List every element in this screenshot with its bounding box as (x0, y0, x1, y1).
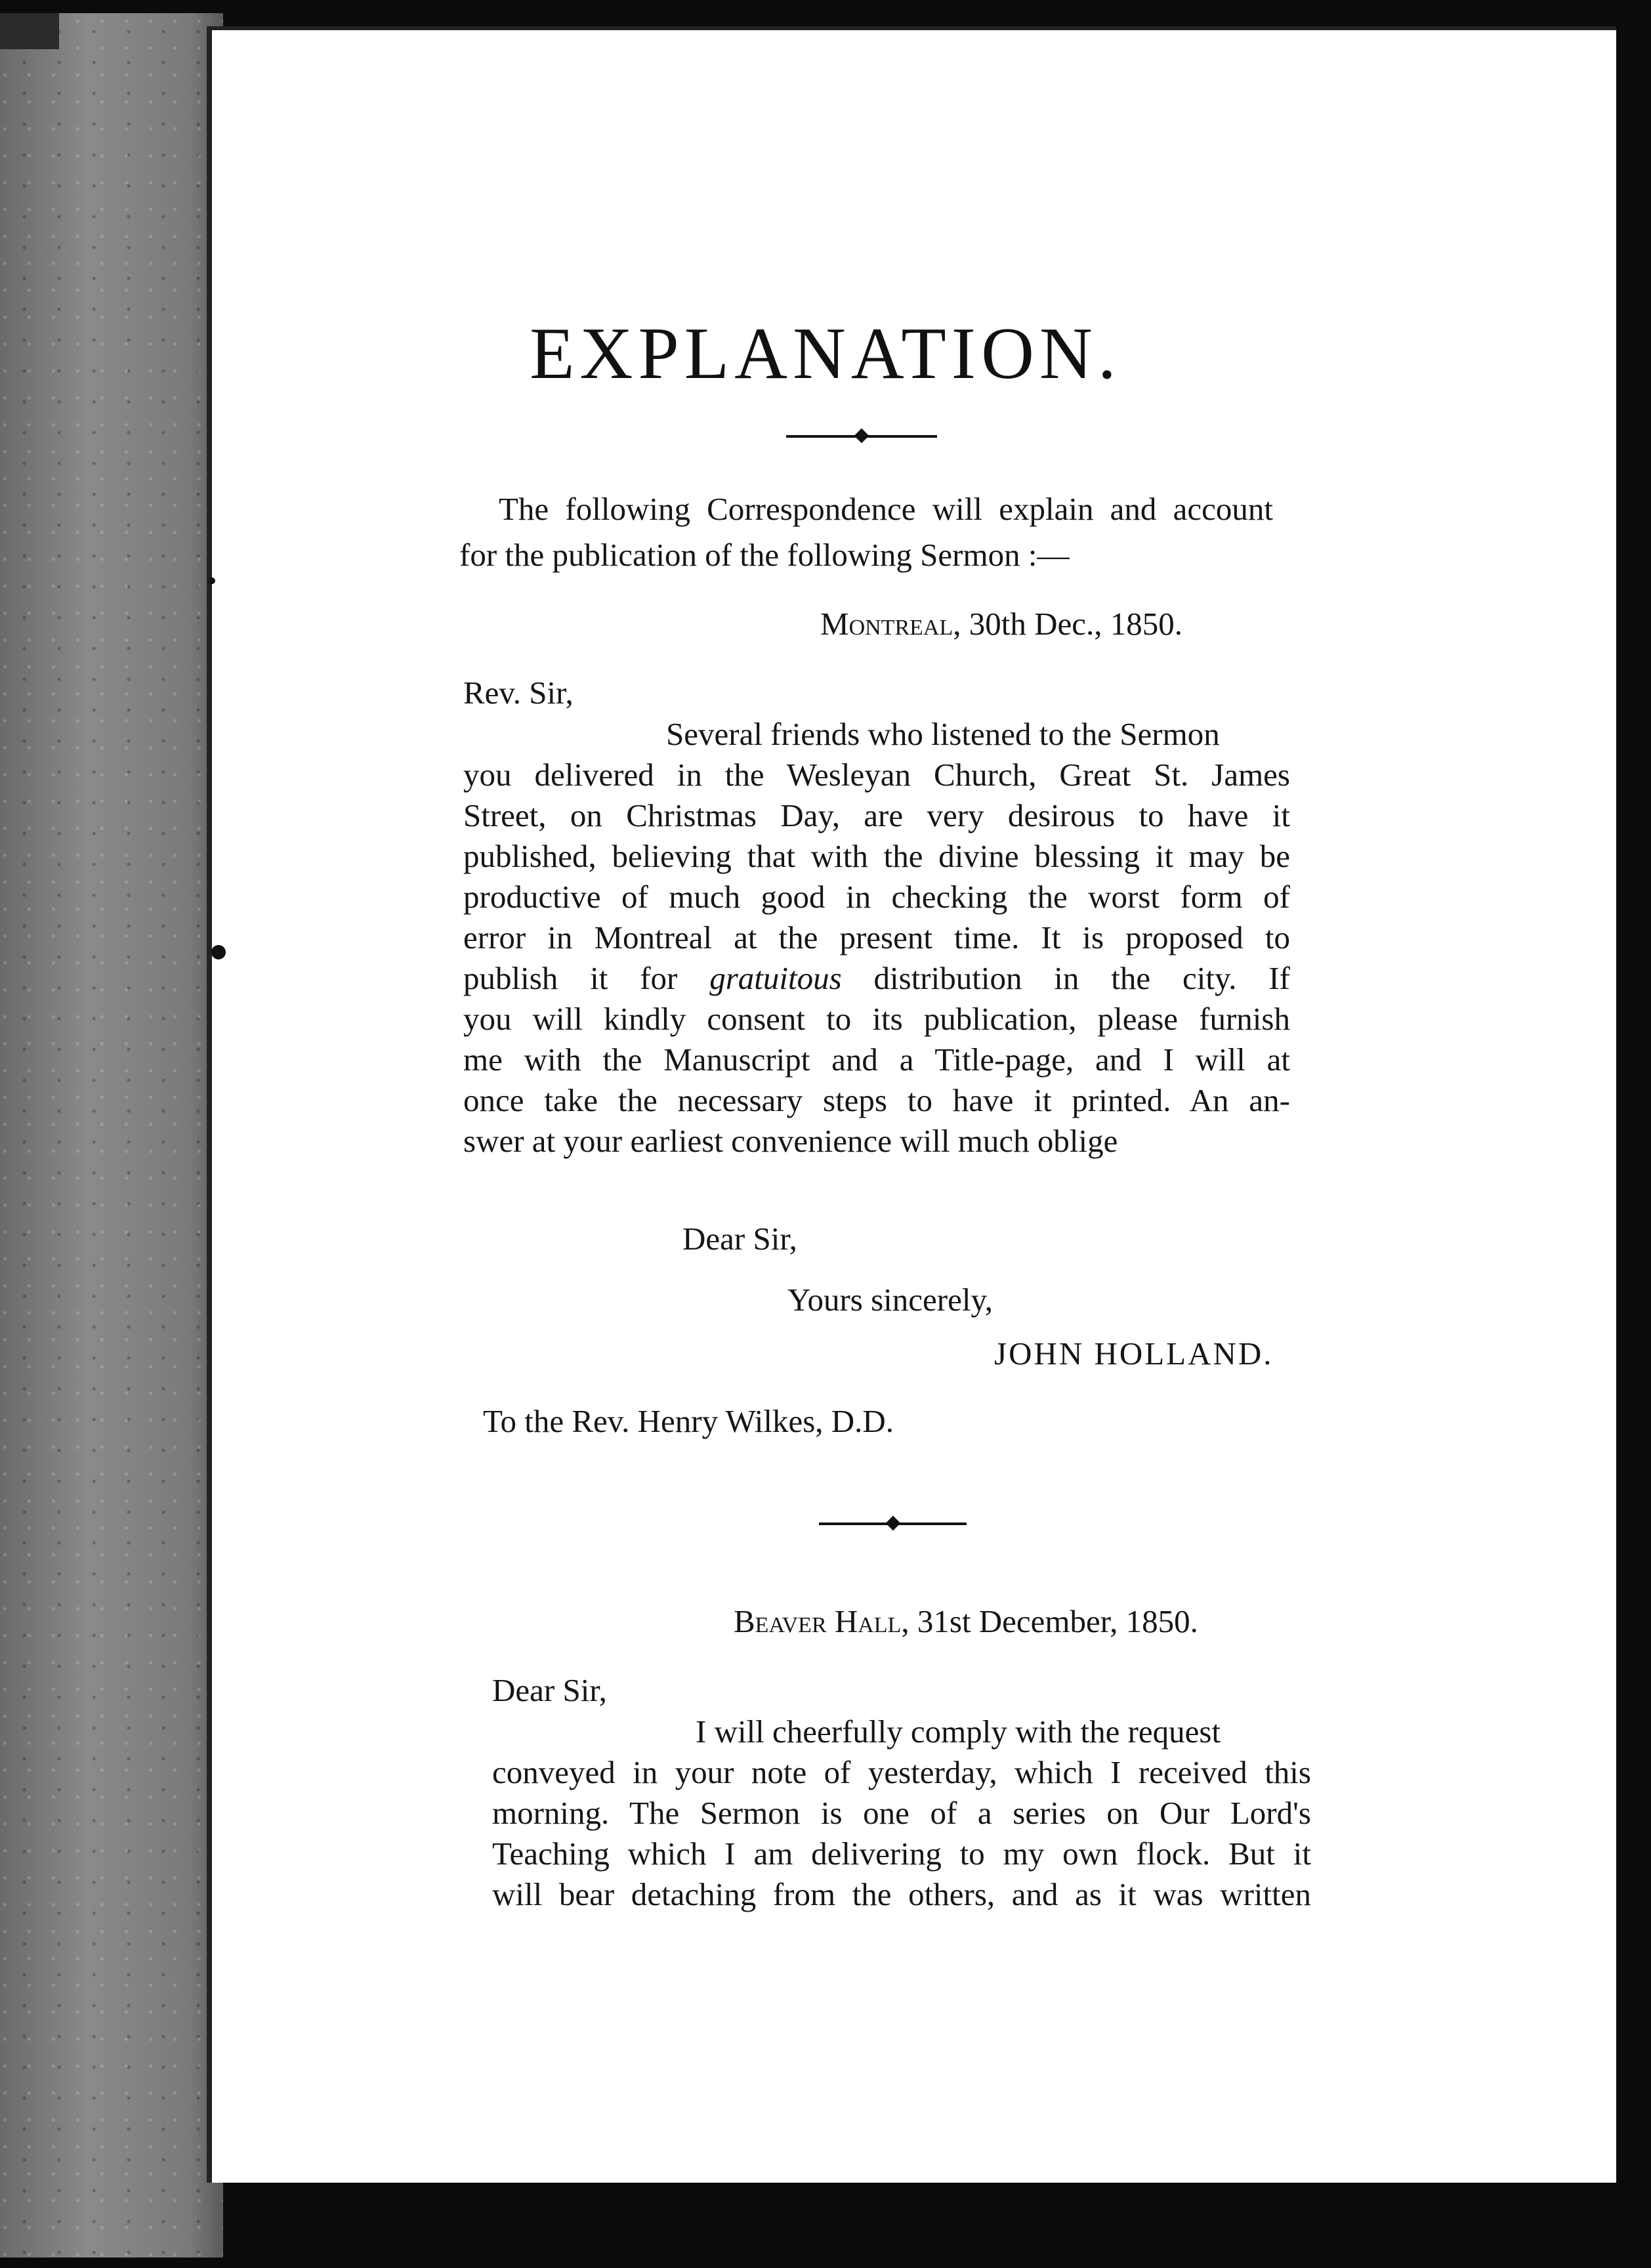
letter1-line: Several friends who listened to the Sermon (666, 716, 1220, 752)
letter2-date: 31st December, 1850. (917, 1603, 1198, 1639)
cover-tab (0, 13, 59, 49)
letter1-salutation: Rev. Sir, (463, 675, 574, 711)
letter1-line: productive of much good in checking the worst form of (463, 879, 1290, 915)
ornament-divider (819, 1522, 967, 1525)
letter2-dateline (734, 1601, 1198, 1641)
letter1-line: you will kindly consent to its publication, please furnish (463, 1001, 1290, 1037)
letter1-line: Street, on Christmas Day, are very desirous to have it (463, 797, 1290, 833)
letter1-line: me with the Manuscript and a Title-page, and I will at (463, 1041, 1290, 1078)
binding-mark (209, 578, 215, 584)
letter1-line: published, believing that with the divine blessing it may be (463, 838, 1290, 874)
letter2-salutation: Dear Sir, (492, 1672, 607, 1708)
intro-line: The following Correspondence will explain and account (499, 491, 1273, 527)
letter2-place: Beaver Hall, (734, 1603, 909, 1639)
letter1-line-mixed (463, 958, 1290, 999)
page-title: EXPLANATION. (530, 313, 1121, 394)
letter1-line: error in Montreal at the present time. It is proposed to (463, 919, 1290, 956)
letter2-line: I will cheerfully comply with the request (696, 1713, 1221, 1750)
letter1-date: 30th Dec., 1850. (969, 606, 1182, 642)
italic-word: gratuitous (709, 960, 842, 996)
letter1-addressee: To the Rev. Henry Wilkes, D.D. (483, 1403, 894, 1439)
letter2-paragraph (492, 1752, 1311, 1915)
intro-line: for the publication of the following Sermon :— (459, 537, 1070, 573)
intro-paragraph (499, 489, 1273, 530)
letter1-line: swer at your earliest convenience will much oblige (463, 1123, 1118, 1159)
letter1-paragraph (463, 755, 1290, 1162)
letter1-closing: Dear Sir, (682, 1221, 797, 1257)
letter1-dateline (820, 604, 1182, 644)
letter1-closing: Yours sincerely, (787, 1282, 993, 1318)
letter2-line: will bear detaching from the others, and as it was written (492, 1876, 1311, 1912)
letter1-line: you delivered in the Wesleyan Church, Great St. James (463, 757, 1290, 793)
letter1-place: Montreal, (820, 606, 961, 642)
letter2-line: Teaching which I am delivering to my own flock. But it (492, 1836, 1311, 1872)
binding-mark (211, 945, 226, 959)
text-run: distribution in the city. If (873, 960, 1290, 996)
letter1-line: once take the necessary steps to have it printed. An an- (463, 1082, 1290, 1118)
letter1-signature: JOHN HOLLAND. (994, 1335, 1274, 1372)
ornament-divider (786, 435, 937, 438)
letter2-line: morning. The Sermon is one of a series on Our Lord's (492, 1795, 1311, 1831)
letter2-line: conveyed in your note of yesterday, which I received this (492, 1754, 1311, 1790)
text-run: publish it for (463, 960, 678, 996)
